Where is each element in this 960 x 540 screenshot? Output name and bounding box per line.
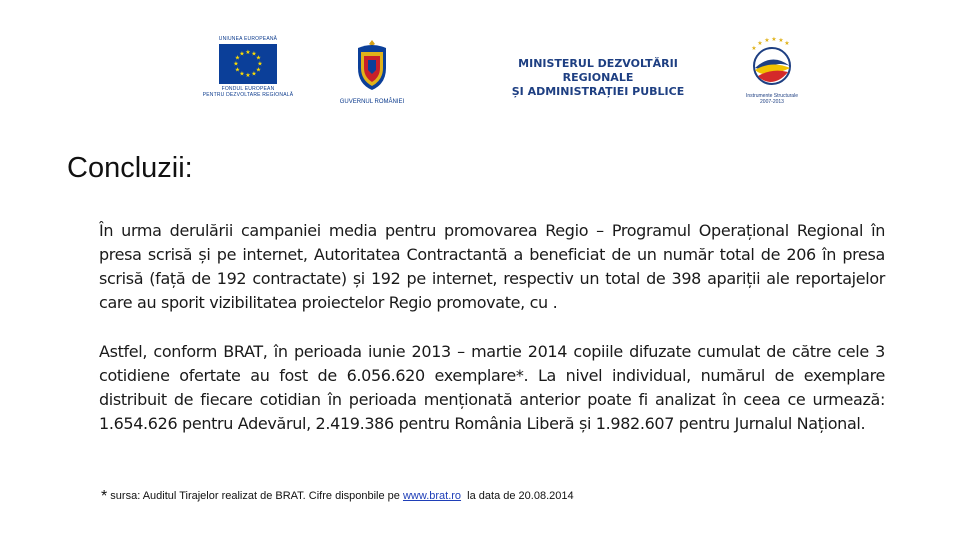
footnote (101, 488, 574, 506)
eu-logo (196, 36, 300, 102)
government-logo-caption: GUVERNUL ROMÂNIEI (339, 99, 405, 105)
svg-text:★: ★ (751, 46, 757, 52)
ministry-line-1: MINISTERUL DEZVOLTĂRII REGIONALE (518, 57, 678, 84)
svg-text:★: ★ (757, 41, 763, 47)
svg-text:★: ★ (257, 61, 263, 68)
brat-link[interactable]: www.brat.ro (402, 490, 462, 502)
eu-flag-icon (219, 44, 277, 84)
svg-text:★: ★ (255, 55, 262, 62)
svg-text:★: ★ (784, 41, 790, 47)
svg-text:★: ★ (251, 71, 257, 78)
eu-logo-bottom-caption-1: FONDUL EUROPEAN (221, 86, 275, 92)
svg-text:★: ★ (255, 67, 262, 74)
instruments-emblem-icon (742, 36, 802, 88)
svg-text:★: ★ (778, 38, 784, 44)
eu-logo-top-caption: UNIUNEA EUROPEANĂ (218, 36, 278, 42)
eu-logo-bottom-caption-2: PENTRU DEZVOLTARE REGIONALĂ (202, 92, 294, 98)
structural-instruments-logo (734, 36, 810, 106)
coat-of-arms-icon (352, 38, 392, 92)
svg-text:★: ★ (764, 38, 770, 44)
svg-text:★: ★ (234, 67, 241, 74)
svg-text:★: ★ (245, 73, 251, 79)
ministry-line-2: ȘI ADMINISTRAȚIEI PUBLICE (511, 85, 685, 98)
svg-text:★: ★ (245, 50, 251, 56)
instruments-caption-1: Instrumente Structurale (746, 93, 798, 99)
svg-text:★: ★ (251, 51, 257, 58)
footnote-prefix: sursa: Auditul Tirajelor realizat de BRAT. Cifre disponbile pe (110, 490, 400, 502)
svg-text:★: ★ (771, 37, 777, 43)
footnote-asterisk: * (101, 488, 108, 505)
paragraph-2: Astfel, conform BRAT, în perioada iunie 2013 – martie 2014 copiile difuzate cumulat de către cele 3 cotidiene ofertate au fost de 6.056.620 exemplare*. La nivel individual, numărul de exemplare distribuit de fiecare cotidian în perioada menționată anterior poate fi analizat în ceea ce urmează: 1.654.626 pentru Adevărul, 2.419.386 pentru România Liberă și 1.982.607 pentru Jurnalul Național. (99, 342, 885, 433)
government-logo (333, 38, 411, 105)
paragraph-1: În urma derulării campaniei media pentru promovarea Regio – Programul Operațional Regional în presa scrisă și pe internet, Autoritatea Contractantă a beneficiat de un număr total de 206 în presa scrisă (față de 192 contractate) și 192 pe internet, respectiv un total de 398 apariții ale reportajelor care au sporit vizibilitatea proiectelor Regio promovate, cu . (99, 221, 885, 312)
page-title: Concluzii: (67, 152, 193, 184)
svg-text:★: ★ (239, 71, 245, 78)
ministry-logo (498, 57, 698, 98)
svg-text:★: ★ (239, 51, 245, 58)
footnote-suffix: la data de 20.08.2014 (467, 490, 574, 502)
svg-text:★: ★ (233, 61, 239, 68)
instruments-caption-2: 2007-2013 (760, 99, 784, 105)
svg-text:★: ★ (234, 55, 241, 62)
